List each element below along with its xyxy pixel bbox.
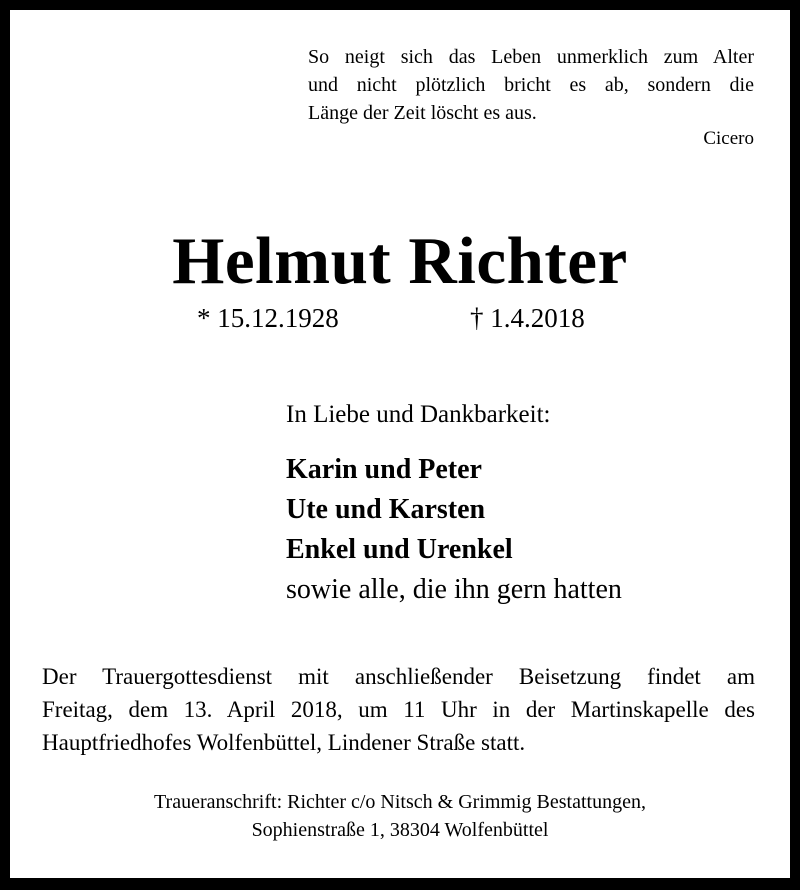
quote-line: So neigt sich das Leben unmerklich zum Alter (308, 46, 754, 68)
quote-line: Länge der Zeit löscht es aus. (308, 102, 537, 124)
address-line: Sophienstraße 1, 38304 Wolfenbüttel (251, 819, 549, 841)
quote-line: und nicht plötzlich bricht es ab, sondern die (308, 74, 754, 96)
thanks-intro: In Liebe und Dankbarkeit: (286, 401, 551, 428)
service-line: Der Trauergottesdienst mit anschließender Beisetzung findet am (42, 664, 755, 689)
quote-author: Cicero (703, 128, 754, 149)
mourning-address (10, 788, 790, 844)
service-line: Hauptfriedhofes Wolfenbüttel, Lindener Straße statt. (42, 730, 526, 755)
obituary-notice (10, 10, 790, 878)
memorial-quote (308, 43, 754, 153)
mourner-list (286, 450, 622, 610)
death-date: † 1.4.2018 (470, 303, 585, 333)
mourner-name: Enkel und Urenkel (286, 534, 513, 565)
address-line: Traueranschrift: Richter c/o Nitsch & Grimmig Bestattungen, (154, 791, 646, 813)
mourner-others: sowie alle, die ihn gern hatten (286, 574, 622, 605)
deceased-name: Helmut Richter (172, 224, 628, 298)
funeral-service-info (42, 660, 755, 759)
birth-date: * 15.12.1928 (197, 303, 339, 333)
mourner-name: Karin und Peter (286, 454, 482, 485)
mourner-name: Ute und Karsten (286, 494, 486, 525)
service-line: Freitag, dem 13. April 2018, um 11 Uhr in der Martinskapelle des (42, 697, 755, 722)
